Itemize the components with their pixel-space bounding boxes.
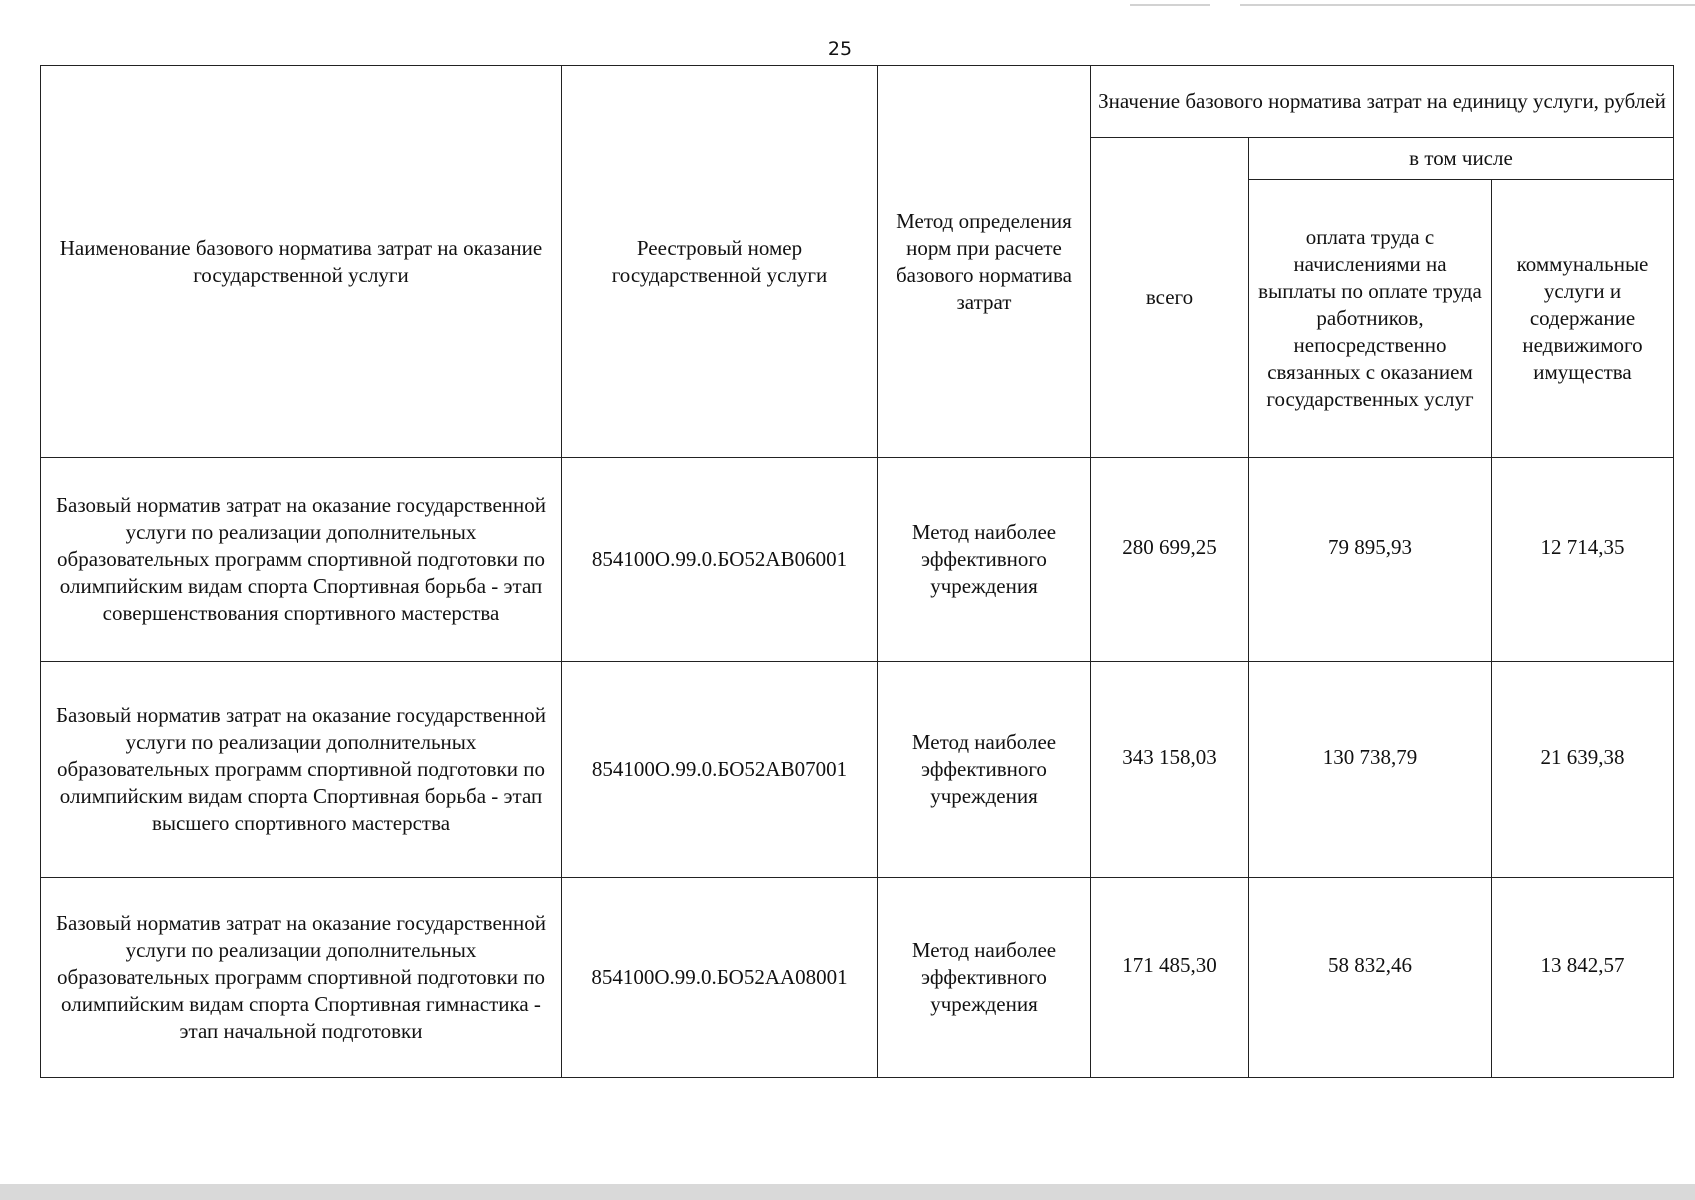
table-row: [41, 458, 1674, 662]
row-method-cell: Метод наиболее эффективного учреждения: [878, 458, 1091, 662]
cost-norms-table-container: [40, 65, 1674, 1078]
row-utilities-cell: 21 639,38: [1492, 662, 1674, 878]
top-edge-rule: [1240, 4, 1695, 6]
row-name-cell: Базовый норматив затрат на оказание государственной услуги по реализации дополнительных образовательных программ спортивной подготовки по олимпийским видам спорта Спортивная борьба - этап совершенствования спортивного мастерства: [41, 458, 562, 662]
header-utilities: коммунальные услуги и содержание недвижимого имущества: [1492, 180, 1674, 458]
row-method-cell: Метод наиболее эффективного учреждения: [878, 662, 1091, 878]
header-value-group: Значение базового норматива затрат на единицу услуги, рублей: [1091, 66, 1674, 138]
row-labor-cell: 79 895,93: [1249, 458, 1492, 662]
row-registry-number-cell: 854100О.99.0.БО52АВ07001: [562, 662, 878, 878]
row-total-cell: 280 699,25: [1091, 458, 1249, 662]
header-including: в том числе: [1249, 138, 1674, 180]
header-registry-number: Реестровый номер государственной услуги: [562, 66, 878, 458]
table-row: [41, 878, 1674, 1078]
row-utilities-cell: 13 842,57: [1492, 878, 1674, 1078]
table-row: [41, 662, 1674, 878]
row-labor-cell: 58 832,46: [1249, 878, 1492, 1078]
top-edge-rule: [1130, 4, 1210, 6]
row-utilities-cell: 12 714,35: [1492, 458, 1674, 662]
row-name-cell: Базовый норматив затрат на оказание государственной услуги по реализации дополнительных образовательных программ спортивной подготовки по олимпийским видам спорта Спортивная борьба - этап высшего спортивного мастерства: [41, 662, 562, 878]
row-registry-number-cell: 854100О.99.0.БО52АВ06001: [562, 458, 878, 662]
row-labor-cell: 130 738,79: [1249, 662, 1492, 878]
scan-bottom-band: [0, 1184, 1695, 1200]
row-total-cell: 171 485,30: [1091, 878, 1249, 1078]
header-name: Наименование базового норматива затрат на оказание государственной услуги: [41, 66, 562, 458]
page-number: 25: [827, 38, 853, 60]
row-name-cell: Базовый норматив затрат на оказание государственной услуги по реализации дополнительных образовательных программ спортивной подготовки по олимпийским видам спорта Спортивная гимнастика - этап начальной подготовки: [41, 878, 562, 1078]
header-method: Метод определения норм при расчете базового норматива затрат: [878, 66, 1091, 458]
header-labor: оплата труда с начислениями на выплаты по оплате труда работников, непосредственно связанных с оказанием государственных услуг: [1249, 180, 1492, 458]
row-method-cell: Метод наиболее эффективного учреждения: [878, 878, 1091, 1078]
cost-norms-table: [40, 65, 1674, 1078]
row-total-cell: 343 158,03: [1091, 662, 1249, 878]
header-total: всего: [1091, 138, 1249, 458]
row-registry-number-cell: 854100О.99.0.БО52АА08001: [562, 878, 878, 1078]
